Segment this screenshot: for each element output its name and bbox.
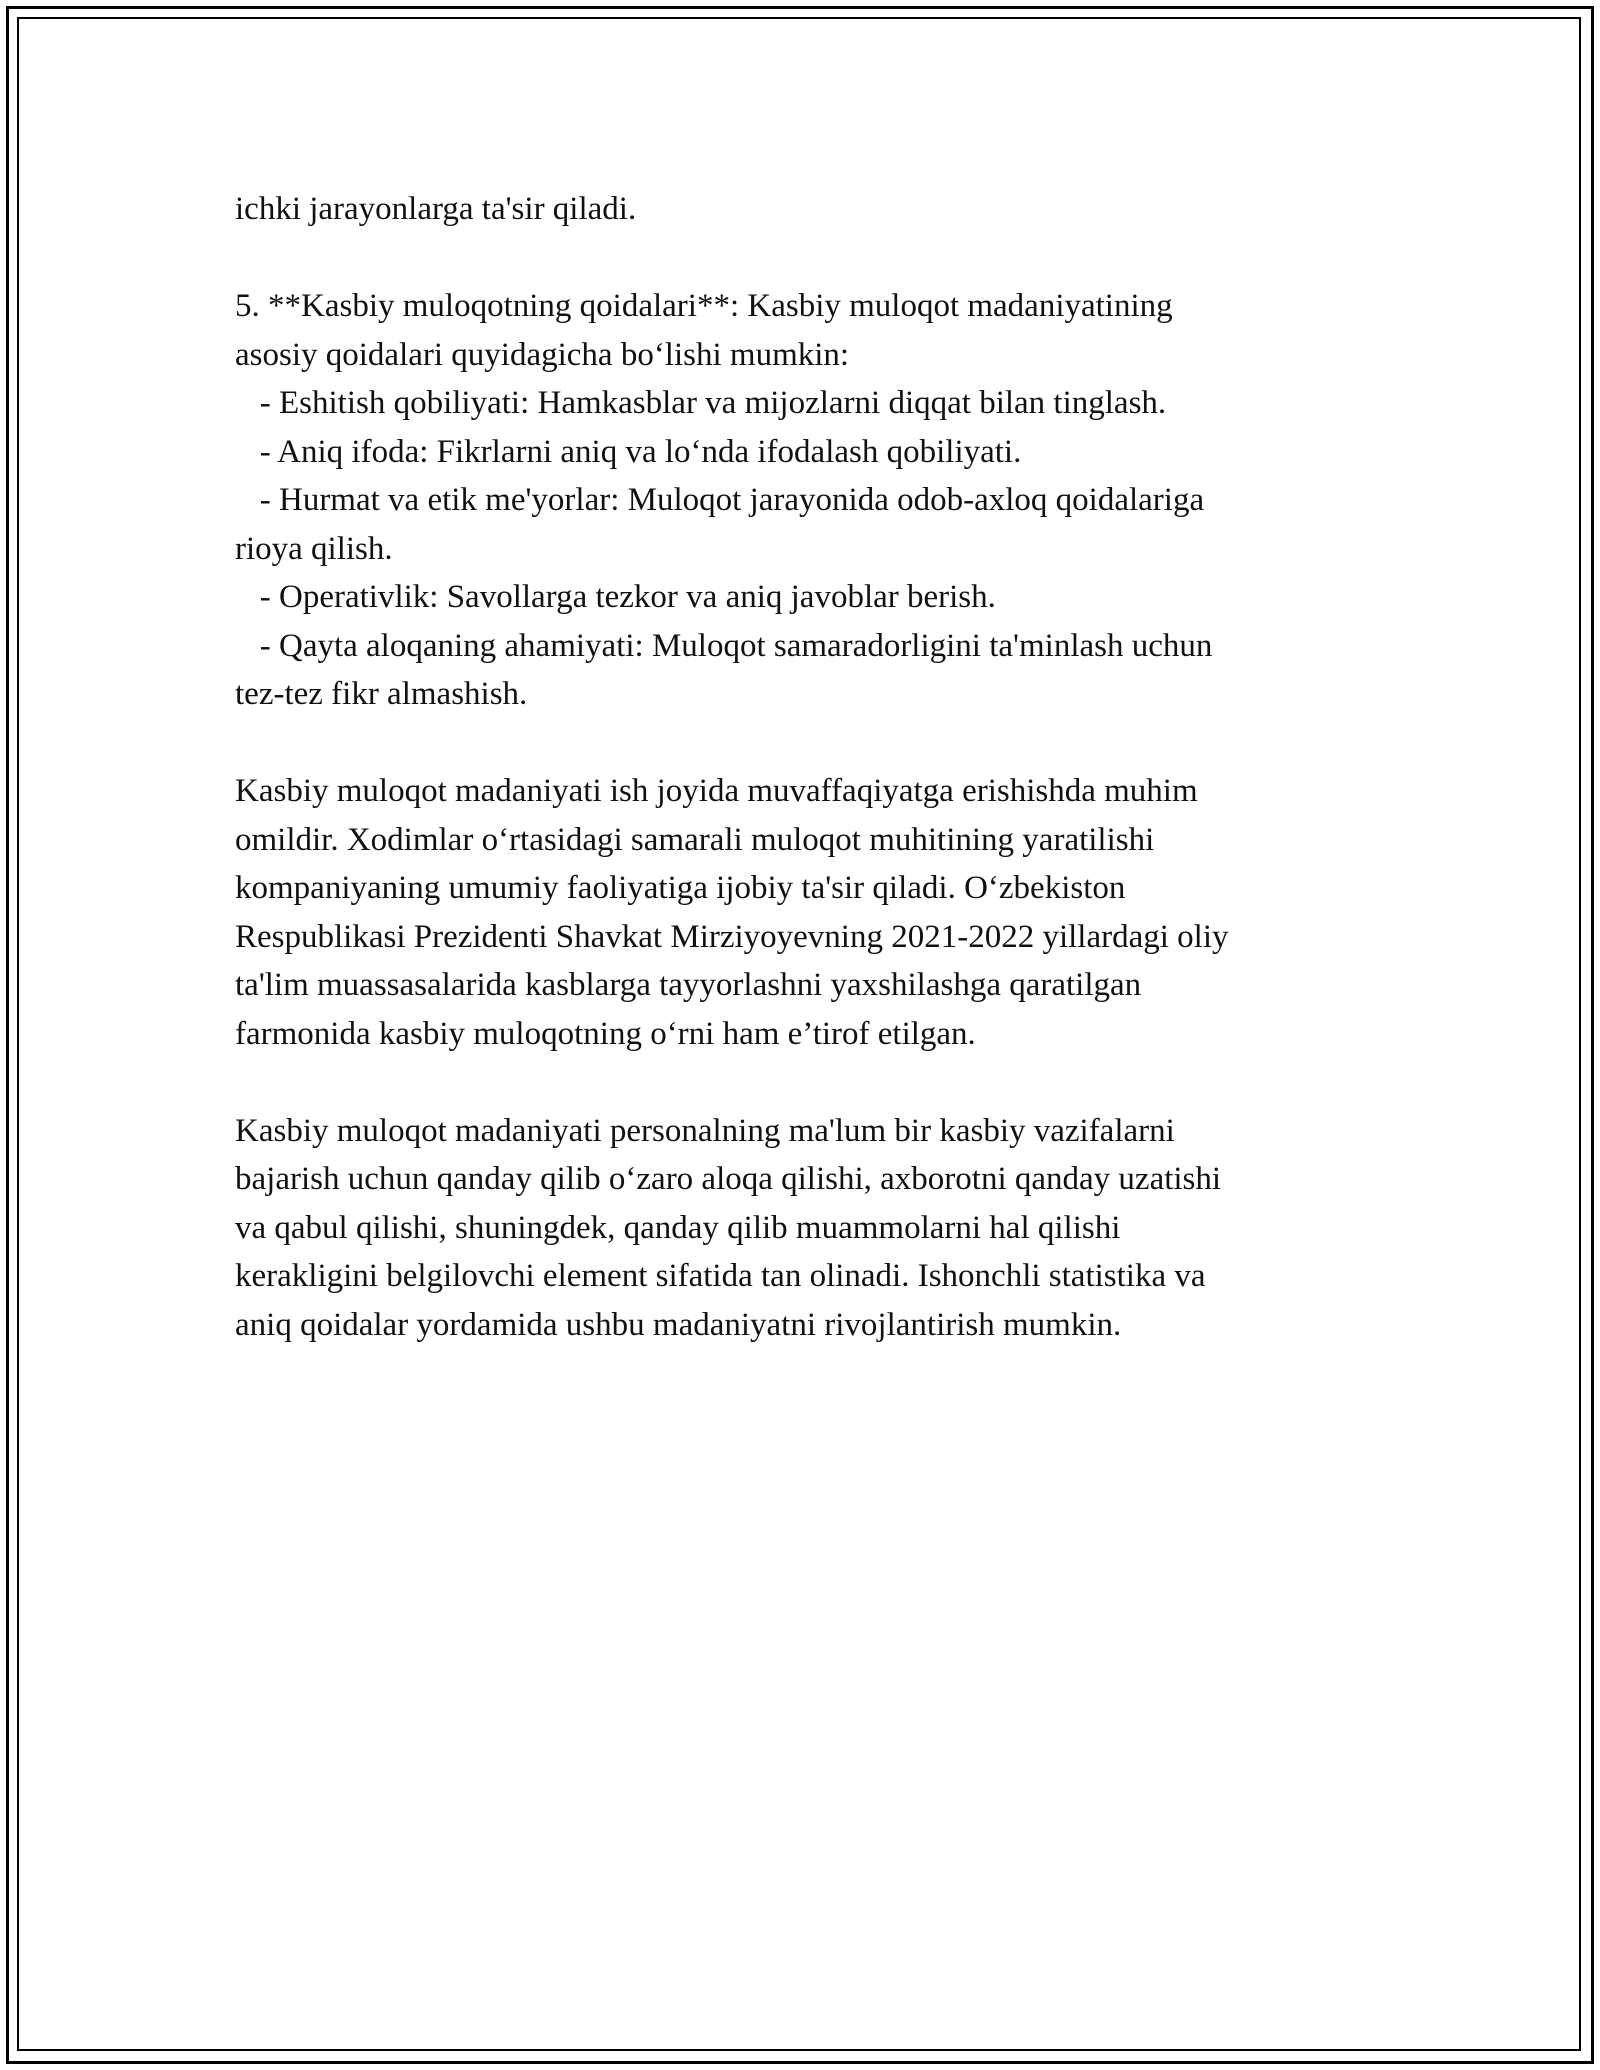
blank-line xyxy=(235,1058,1365,1107)
paragraph-line: ta'lim muassasalarida kasblarga tayyorlashni yaxshilashga qaratilgan xyxy=(235,967,1142,1003)
paragraph-line: aniq qoidalar yordamida ushbu madaniyatni rivojlantirish mumkin. xyxy=(235,1306,1122,1343)
paragraph-line: kerakligini belgilovchi element sifatida tan olinadi. Ishonchli statistika va xyxy=(235,1258,1206,1294)
text-line: rioya qilish. xyxy=(235,530,393,567)
rules-heading-line: 5. **Kasbiy muloqotning qoidalari**: Kasbiy muloqot madaniyatining xyxy=(235,288,1173,324)
text-line: ichki jarayonlarga ta'sir qiladi. xyxy=(235,191,637,227)
paragraph-line: va qabul qilishi, shuningdek, qanday qilib muammolarni hal qilishi xyxy=(235,1209,1121,1246)
document-body xyxy=(235,185,1365,1349)
text-line: tez-tez fikr almashish. xyxy=(235,676,528,712)
list-item: - Operativlik: Savollarga tezkor va aniq javoblar berish. xyxy=(235,579,996,615)
paragraph-line: Kasbiy muloqot madaniyati ish joyida muvaffaqiyatga erishishda muhim xyxy=(235,773,1198,809)
paragraph-line: omildir. Xodimlar o‘rtasidagi samarali muloqot muhitining yaratilishi xyxy=(235,821,1155,858)
list-item: - Aniq ifoda: Fikrlarni aniq va lo‘nda ifodalash qobiliyati. xyxy=(235,433,1022,470)
paragraph-line: Kasbiy muloqot madaniyati personalning ma'lum bir kasbiy vazifalarni xyxy=(235,1112,1175,1149)
blank-line xyxy=(235,719,1365,768)
paragraph-line: bajarish uchun qanday qilib o‘zaro aloqa qilishi, axborotni qanday uzatishi xyxy=(235,1161,1222,1197)
paragraph-line: Respublikasi Prezidenti Shavkat Mirziyoyevning 2021-2022 yillardagi oliy xyxy=(235,918,1229,955)
blank-line xyxy=(235,234,1365,283)
paragraph-line: kompaniyaning umumiy faoliyatiga ijobiy ta'sir qiladi. O‘zbekiston xyxy=(235,870,1126,906)
list-item: - Eshitish qobiliyati: Hamkasblar va mijozlarni diqqat bilan tinglash. xyxy=(235,385,1167,421)
list-item: - Qayta aloqaning ahamiyati: Muloqot samaradorligini ta'minlash uchun xyxy=(235,627,1213,664)
list-item: - Hurmat va etik me'yorlar: Muloqot jarayonida odob-axloq qoidalariga xyxy=(235,482,1205,518)
paragraph-line: farmonida kasbiy muloqotning o‘rni ham e’tirof etilgan. xyxy=(235,1015,976,1052)
text-line: asosiy qoidalari quyidagicha bo‘lishi mumkin: xyxy=(235,336,850,373)
